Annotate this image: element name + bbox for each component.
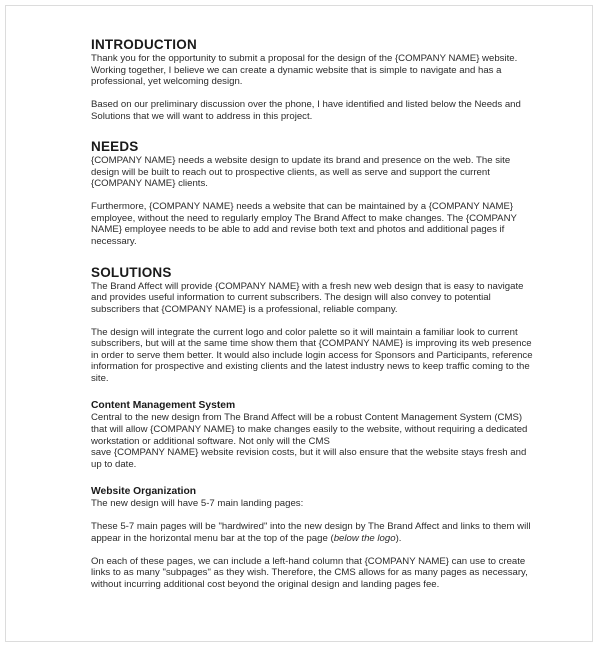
paragraph-spacer	[91, 315, 535, 327]
paragraph: save {COMPANY NAME} website revision costs, but it will also ensure that the website stays fresh and up to date.	[91, 447, 527, 470]
document-page	[5, 5, 593, 642]
section-heading-solutions: SOLUTIONS	[91, 264, 172, 280]
paragraph: The design will integrate the current logo and color palette so it will maintain a familiar look to current subscribers, but will at the same time show them that {COMPANY NAME} is improving its web presence in order to serve them better. It would also include login access for Sponsors and Participants, reference information for prospective and existing clients and the latest industry news to keep traffic coming to the site.	[91, 326, 533, 384]
subsection-heading-content-management-system: Content Management System	[91, 400, 236, 412]
section-spacer	[91, 122, 535, 139]
italic-phrase: below the logo	[333, 532, 396, 544]
paragraph-text-after-italic: ).	[395, 532, 402, 544]
paragraph-spacer	[91, 88, 535, 100]
subsection-spacer	[91, 384, 535, 399]
paragraph-spacer	[91, 190, 535, 202]
paragraph-spacer	[91, 544, 535, 556]
subsection-heading-website-organization: Website Organization	[91, 486, 197, 498]
section-heading-needs: NEEDS	[91, 139, 139, 155]
paragraph-with-italic	[91, 521, 535, 544]
paragraph: {COMPANY NAME} needs a website design to update its brand and presence on the web. The site design will be built to reach out to prospective clients, as well as serve and support the current {COMPANY NAME} clients.	[91, 155, 511, 190]
paragraph: Furthermore, {COMPANY NAME} needs a website that can be maintained by a {COMPANY NAME} employee, without the need to regularly employ The Brand Affect to make changes. The {COMPANY NAME} employee needs to be able to add and revise both text and photos and additional pages if necessary.	[91, 201, 517, 248]
paragraph-spacer	[91, 510, 535, 522]
document-body	[91, 37, 535, 590]
section-spacer	[91, 248, 535, 265]
paragraph: The Brand Affect will provide {COMPANY NAME} with a fresh new web design that is easy to navigate and provides useful information to current subscribers. The design will also convey to potential subscribers that {COMPANY NAME} is a professional, reliable company.	[91, 280, 524, 315]
subsection-spacer	[91, 470, 535, 485]
paragraph: Thank you for the opportunity to submit a proposal for the design of the {COMPANY NAME} website. Working together, I believe we can create a dynamic website that is simple to navigate and has a professional, yet welcoming design.	[91, 53, 518, 88]
paragraph: On each of these pages, we can include a left-hand column that {COMPANY NAME} can use to create links to as many "subpages" as they wish. Therefore, the CMS allows for as many pages as necessary, without incurring additional cost beyond the original design and landing pages fee.	[91, 555, 528, 590]
paragraph: Central to the new design from The Brand Affect will be a robust Content Management System (CMS) that will allow {COMPANY NAME} to make changes easily to the website, without requiring a dedicated workstation or additional software. Not only will the CMS	[91, 412, 528, 447]
paragraph-text-before-italic: These 5-7 main pages will be "hardwired" into the new design by The Brand Affect and links to them will appear in the horizontal menu bar at the top of the page (	[91, 521, 531, 544]
paragraph: The new design will have 5-7 main landing pages:	[91, 498, 304, 510]
paragraph: Based on our preliminary discussion over the phone, I have identified and listed below the Needs and Solutions that we will want to address in this project.	[91, 99, 521, 122]
section-heading-introduction: INTRODUCTION	[91, 37, 197, 52]
